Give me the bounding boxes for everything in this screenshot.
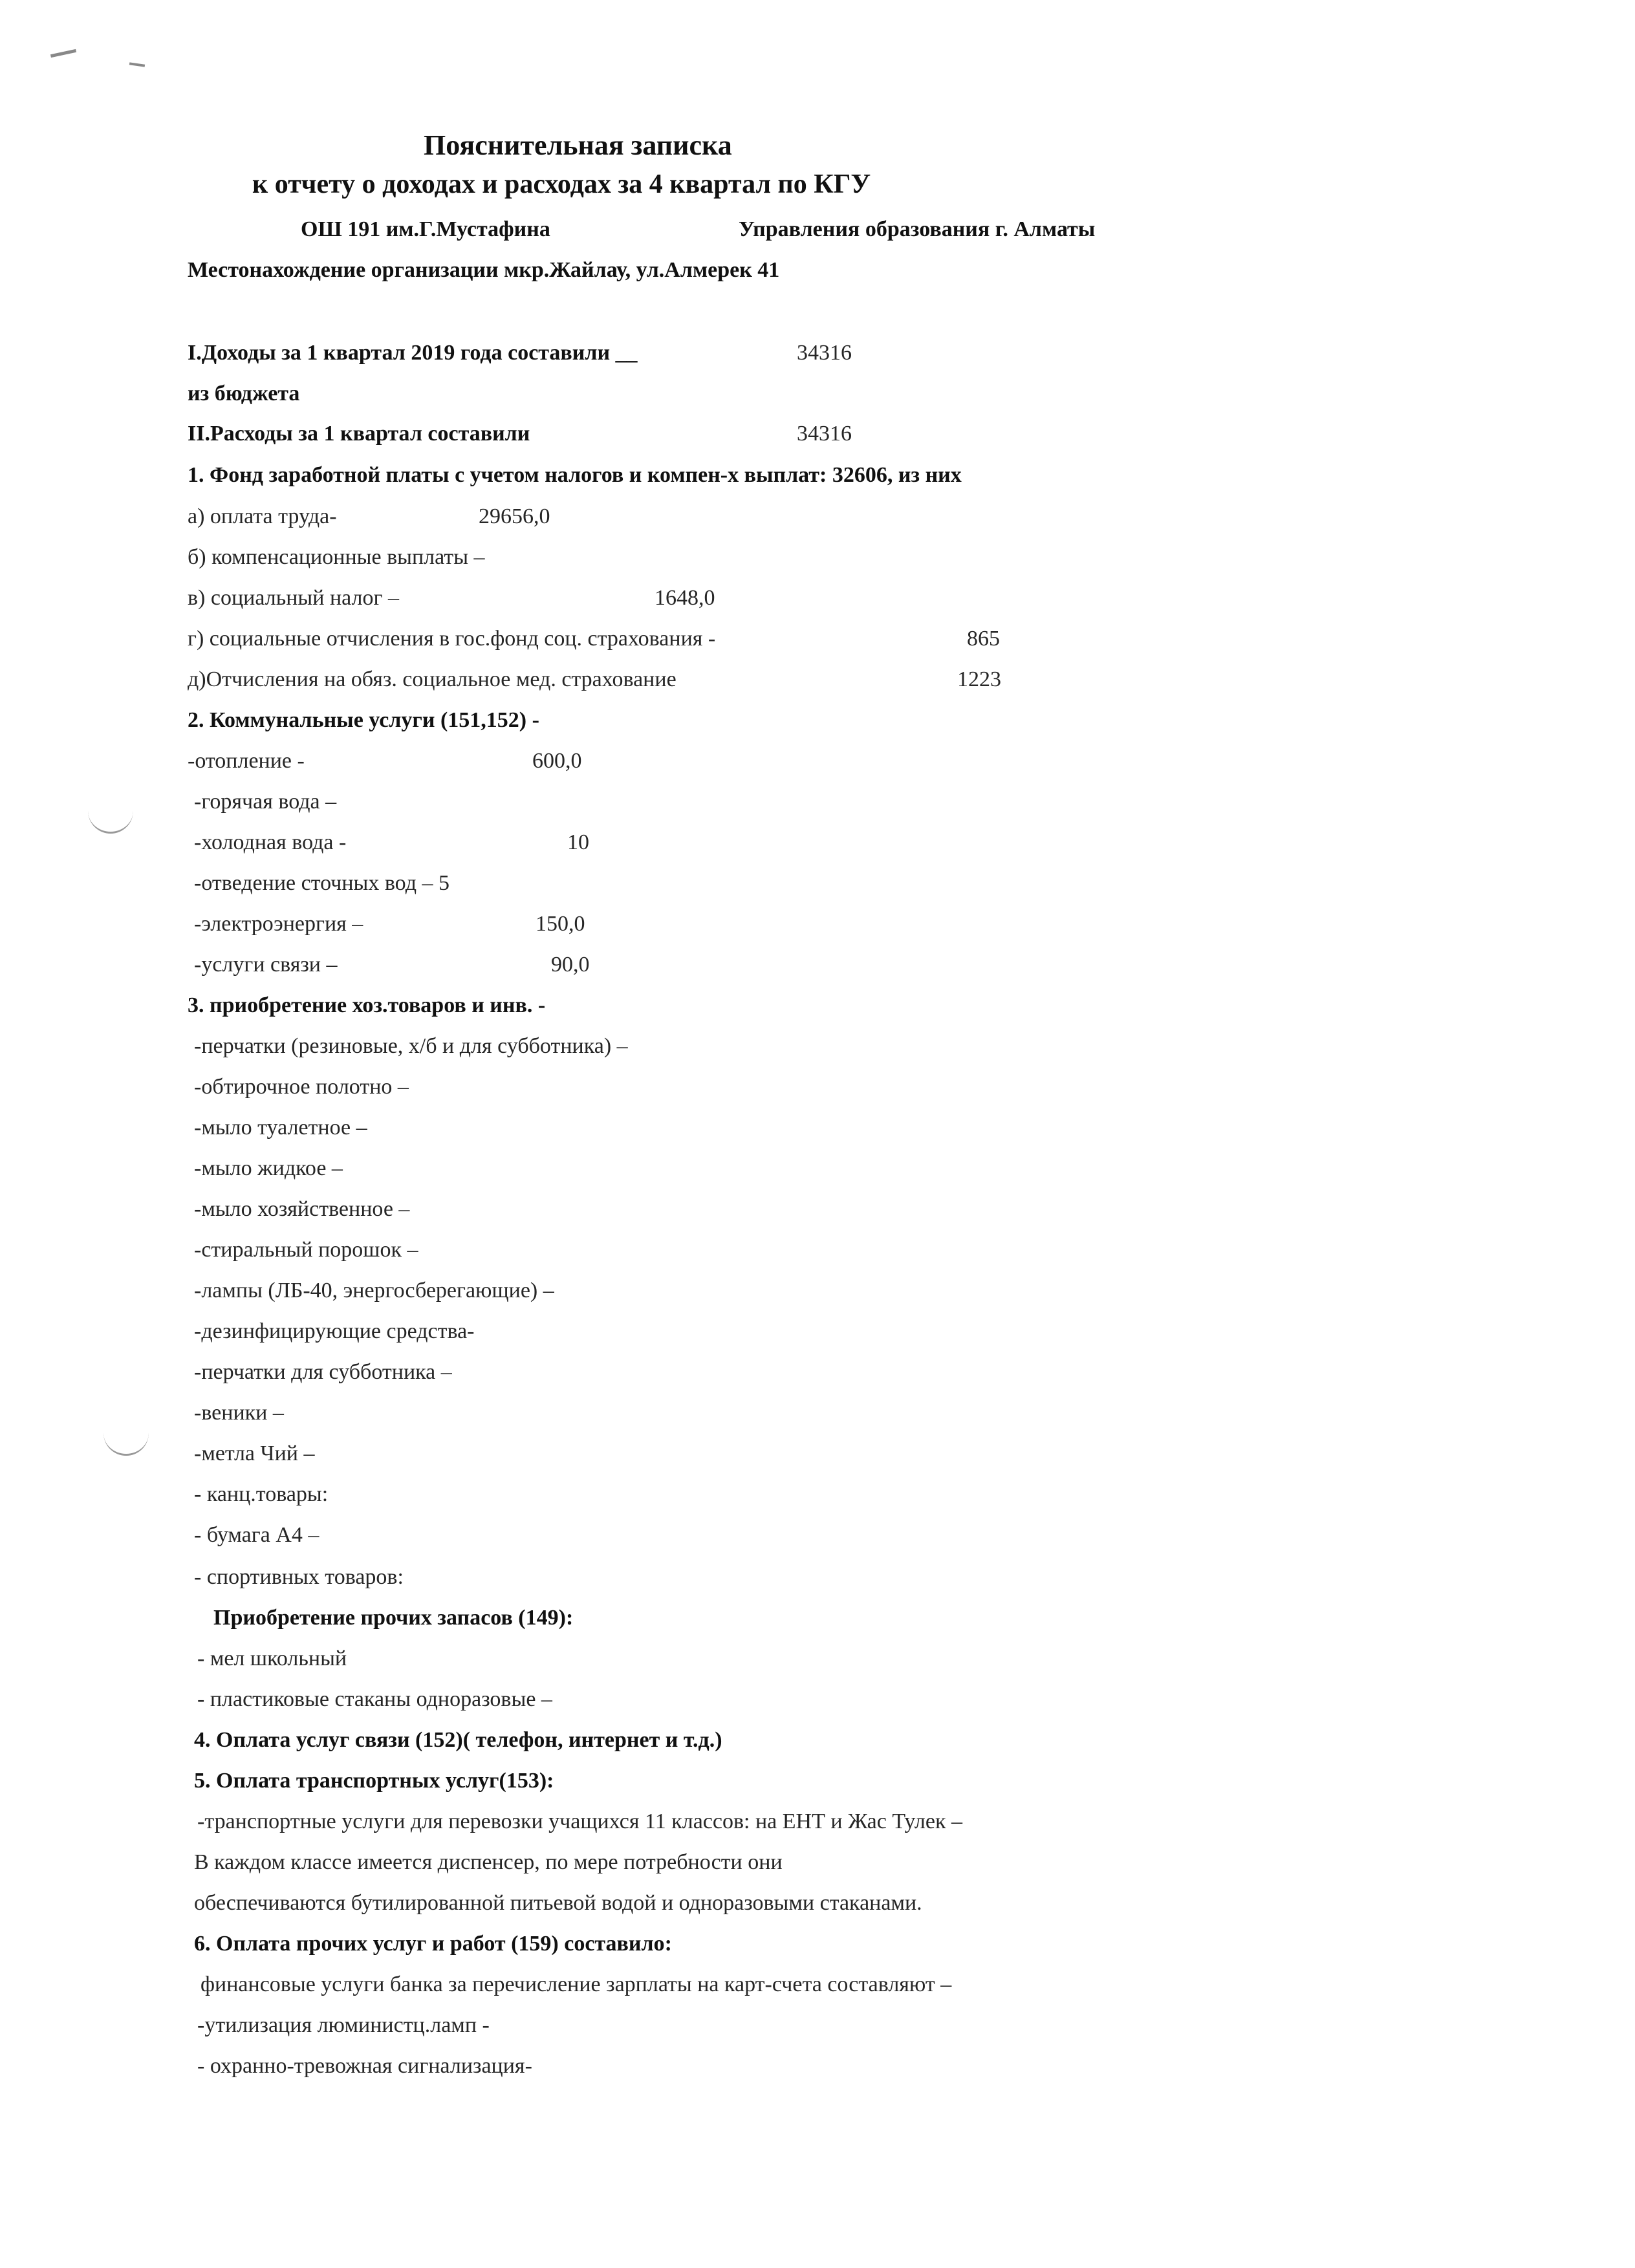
organization-department: Управления образования г. Алматы	[739, 217, 1096, 241]
s1-b-label: б) компенсационные выплаты –	[188, 545, 485, 569]
s3-item: -мыло хозяйственное –	[194, 1197, 410, 1221]
s1-d-value: 1223	[957, 667, 1001, 691]
s1-a-value: 29656,0	[479, 504, 550, 528]
section-1-title: 1. Фонд заработной платы с учетом налогов и компен-х выплат: 32606, из них	[188, 463, 962, 487]
s3-item: -обтирочное полотно –	[194, 1075, 409, 1099]
s2-comm-label: -услуги связи –	[194, 953, 338, 977]
s3-item: -стиральный порошок –	[194, 1238, 418, 1262]
s3-item: -дезинфицирующие средства-	[194, 1319, 475, 1343]
s6-item: -утилизация люминистц.ламп -	[197, 2013, 490, 2037]
section-4-title: 4. Оплата услуг связи (152)( телефон, интернет и т.д.)	[194, 1728, 722, 1752]
s6-item: финансовые услуги банка за перечисление зарплаты на карт-счета составляют –	[200, 1972, 952, 1996]
s1-a-label: а) оплата труда-	[188, 504, 337, 528]
s2-electricity-value: 150,0	[536, 912, 585, 936]
s2-heating-label: -отопление -	[188, 749, 305, 773]
scan-speck	[50, 49, 76, 58]
section-5-title: 5. Оплата транспортных услуг(153):	[194, 1769, 554, 1793]
s2-heating-value: 600,0	[532, 749, 582, 773]
section-3-title: 3. приобретение хоз.товаров и инв. -	[188, 993, 546, 1017]
s1-v-label: в) социальный налог –	[188, 586, 399, 610]
punch-hole-mark	[103, 1431, 149, 1456]
s5-item: обеспечиваются бутилированной питьевой водой и одноразовыми стаканами.	[194, 1891, 922, 1915]
document-title: Пояснительная записка	[424, 129, 732, 161]
s3-item: -перчатки (резиновые, х/б и для субботника) –	[194, 1034, 628, 1058]
s1-g-value: 865	[967, 627, 1000, 651]
s2-sewage: -отведение сточных вод – 5	[194, 871, 450, 895]
s2-hot-water: -горячая вода –	[194, 790, 337, 814]
s1-v-value: 1648,0	[655, 586, 715, 610]
s2-comm-value: 90,0	[551, 953, 590, 977]
s3-other-item: - пластиковые стаканы одноразовые –	[197, 1687, 552, 1711]
s2-electricity-label: -электроэнергия –	[194, 912, 363, 936]
s3-item: -мыло туалетное –	[194, 1116, 367, 1139]
income-label: I.Доходы за 1 квартал 2019 года составили __	[188, 341, 638, 365]
s1-d-label: д)Отчисления на обяз. социальное мед. страхование	[188, 667, 677, 691]
income-value: 34316	[797, 341, 852, 365]
s3-item: -метла Чий –	[194, 1442, 315, 1465]
s2-cold-water-value: 10	[567, 830, 589, 854]
s3-item: -лампы (ЛБ-40, энергосберегающие) –	[194, 1279, 554, 1302]
section-2-title: 2. Коммунальные услуги (151,152) -	[188, 708, 539, 732]
s3-other-item: - мел школьный	[197, 1647, 347, 1670]
expenses-value: 34316	[797, 422, 852, 446]
document-subtitle: к отчету о доходах и расходах за 4 квартал по КГУ	[252, 169, 871, 199]
s6-item: - охранно-тревожная сигнализация-	[197, 2054, 532, 2078]
s3-item: - бумага А4 –	[194, 1523, 319, 1547]
s1-g-label: г) социальные отчисления в гос.фонд соц. страхования -	[188, 627, 716, 651]
s3-item: -веники –	[194, 1401, 284, 1425]
punch-hole-mark	[88, 808, 133, 834]
s2-cold-water-label: -холодная вода -	[194, 830, 347, 854]
section-6-title: 6. Оплата прочих услуг и работ (159) составило:	[194, 1932, 672, 1956]
s3-item: - спортивных товаров:	[194, 1565, 404, 1589]
income-source: из бюджета	[188, 382, 300, 405]
scan-speck	[129, 62, 145, 67]
expenses-label: II.Расходы за 1 квартал составили	[188, 422, 530, 446]
s3-item: -мыло жидкое –	[194, 1156, 343, 1180]
s5-item: В каждом классе имеется диспенсер, по мере потребности они	[194, 1850, 783, 1874]
organization-name: ОШ 191 им.Г.Мустафина	[301, 217, 550, 241]
s3-item: - канц.товары:	[194, 1482, 329, 1506]
s5-item: -транспортные услуги для перевозки учащихся 11 классов: на ЕНТ и Жас Тулек –	[197, 1809, 962, 1833]
s3-other-title: Приобретение прочих запасов (149):	[213, 1606, 574, 1630]
s3-item: -перчатки для субботника –	[194, 1360, 452, 1384]
organization-location: Местонахождение организации мкр.Жайлау, ул.Алмерек 41	[188, 258, 780, 282]
